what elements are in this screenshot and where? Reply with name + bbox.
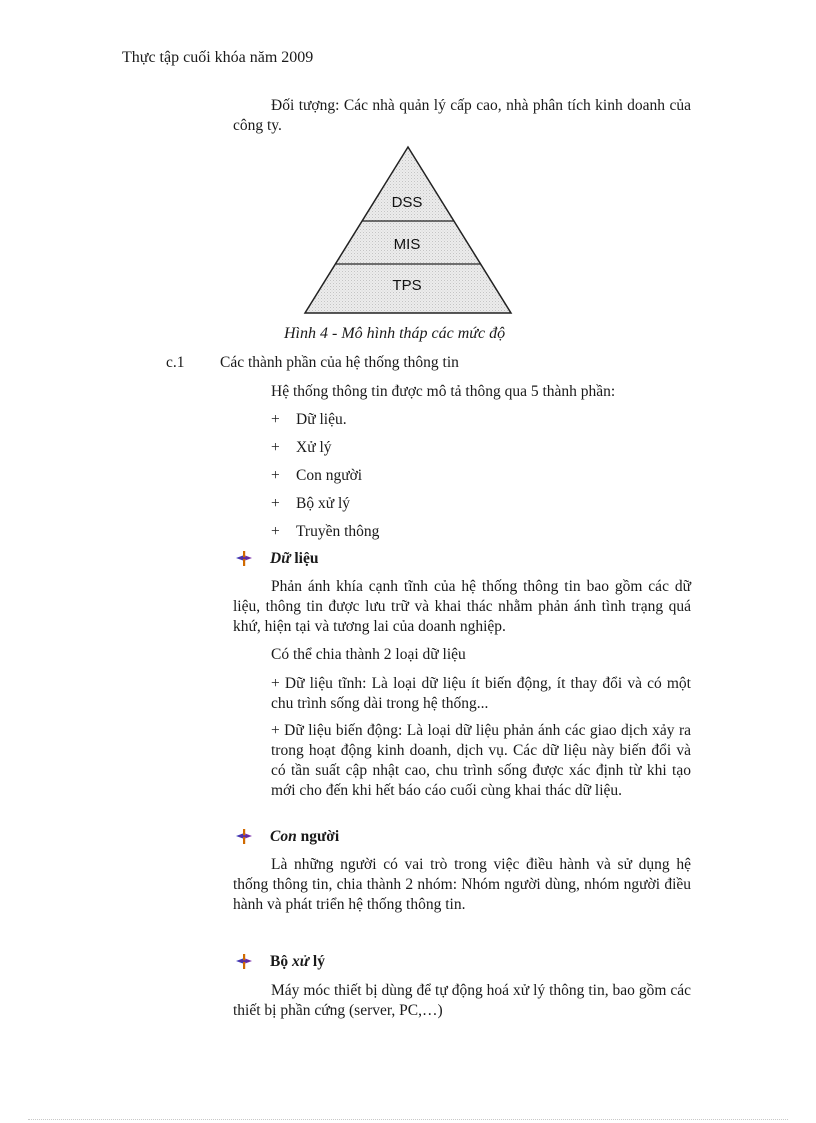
arrow-bullet-icon	[236, 954, 252, 970]
section-number: c.1	[166, 354, 185, 371]
static-data-item: + Dữ liệu tĩnh: Là loại dữ liệu ít biến động, ít thay đổi và có một chu trình sống dài trong hệ thống...	[271, 675, 691, 712]
dynamic-data-item: + Dữ liệu biến động: Là loại dữ liệu phản ánh các giao dịch xảy ra trong hoạt động kinh doanh, dịch vụ. Các dữ liệu này biến đổi và có tần suất cập nhật cao, chu trình sống được xác định từ khi tạo mới cho đến khi hết báo cáo cuối cùng khai thác dữ liệu.	[271, 722, 691, 799]
figure-caption: Hình 4 - Mô hình tháp các mức độ	[284, 325, 506, 342]
processor-paragraph: Máy móc thiết bị dùng để tự động hoá xử lý thông tin, bao gồm các thiết bị phần cứng (server, PC,…)	[233, 982, 691, 1019]
page-header: Thực tập cuối khóa năm 2009	[122, 49, 314, 66]
list-marker: +	[271, 467, 280, 484]
list-item-label: Con người	[296, 467, 363, 484]
arrow-bullet-icon	[236, 829, 252, 845]
arrow-bullet-icon	[236, 551, 252, 567]
list-item-label: Bộ xử lý	[296, 495, 351, 512]
heading-processor-text: Bộ xử lý	[270, 953, 325, 970]
list-marker: +	[271, 495, 280, 512]
heading-data-text: Dữ liệu	[270, 550, 319, 567]
section-title: Các thành phần của hệ thống thông tin	[220, 354, 459, 371]
list-item	[271, 466, 362, 486]
heading-people	[236, 827, 339, 847]
page-bottom-rule	[28, 1119, 788, 1120]
list-item	[271, 410, 347, 430]
data-types-intro: Có thể chia thành 2 loại dữ liệu	[271, 646, 466, 663]
intro-paragraph: Đối tượng: Các nhà quản lý cấp cao, nhà phân tích kinh doanh của công ty.	[233, 97, 691, 134]
list-item-label: Truyền thông	[296, 523, 380, 540]
list-item	[271, 494, 350, 514]
list-marker: +	[271, 411, 280, 428]
pyramid-level-tps: TPS	[392, 277, 422, 294]
heading-processor	[236, 952, 325, 972]
heading-people-text: Con người	[270, 828, 340, 845]
components-intro: Hệ thống thông tin được mô tả thông qua 5 thành phần:	[271, 383, 616, 400]
pyramid-diagram	[303, 145, 515, 317]
list-item-label: Xử lý	[296, 439, 332, 456]
people-paragraph: Là những người có vai trò trong việc điều hành và sử dụng hệ thống thông tin, chia thành 2 nhóm: Nhóm người dùng, nhóm người điều hành và phát triển hệ thống thông tin.	[233, 856, 691, 913]
data-paragraph: Phản ánh khía cạnh tĩnh của hệ thống thông tin bao gồm các dữ liệu, thông tin được lưu trữ và khai thác nhằm phản ánh tình trạng quá khứ, hiện tại và tương lai của doanh nghiệp.	[233, 578, 691, 635]
list-item	[271, 438, 332, 458]
list-item-label: Dữ liệu.	[296, 411, 347, 428]
pyramid-level-dss: DSS	[391, 194, 423, 211]
list-marker: +	[271, 523, 280, 540]
heading-data	[236, 549, 318, 569]
list-marker: +	[271, 439, 280, 456]
pyramid-level-mis: MIS	[393, 236, 421, 253]
list-item	[271, 522, 379, 542]
